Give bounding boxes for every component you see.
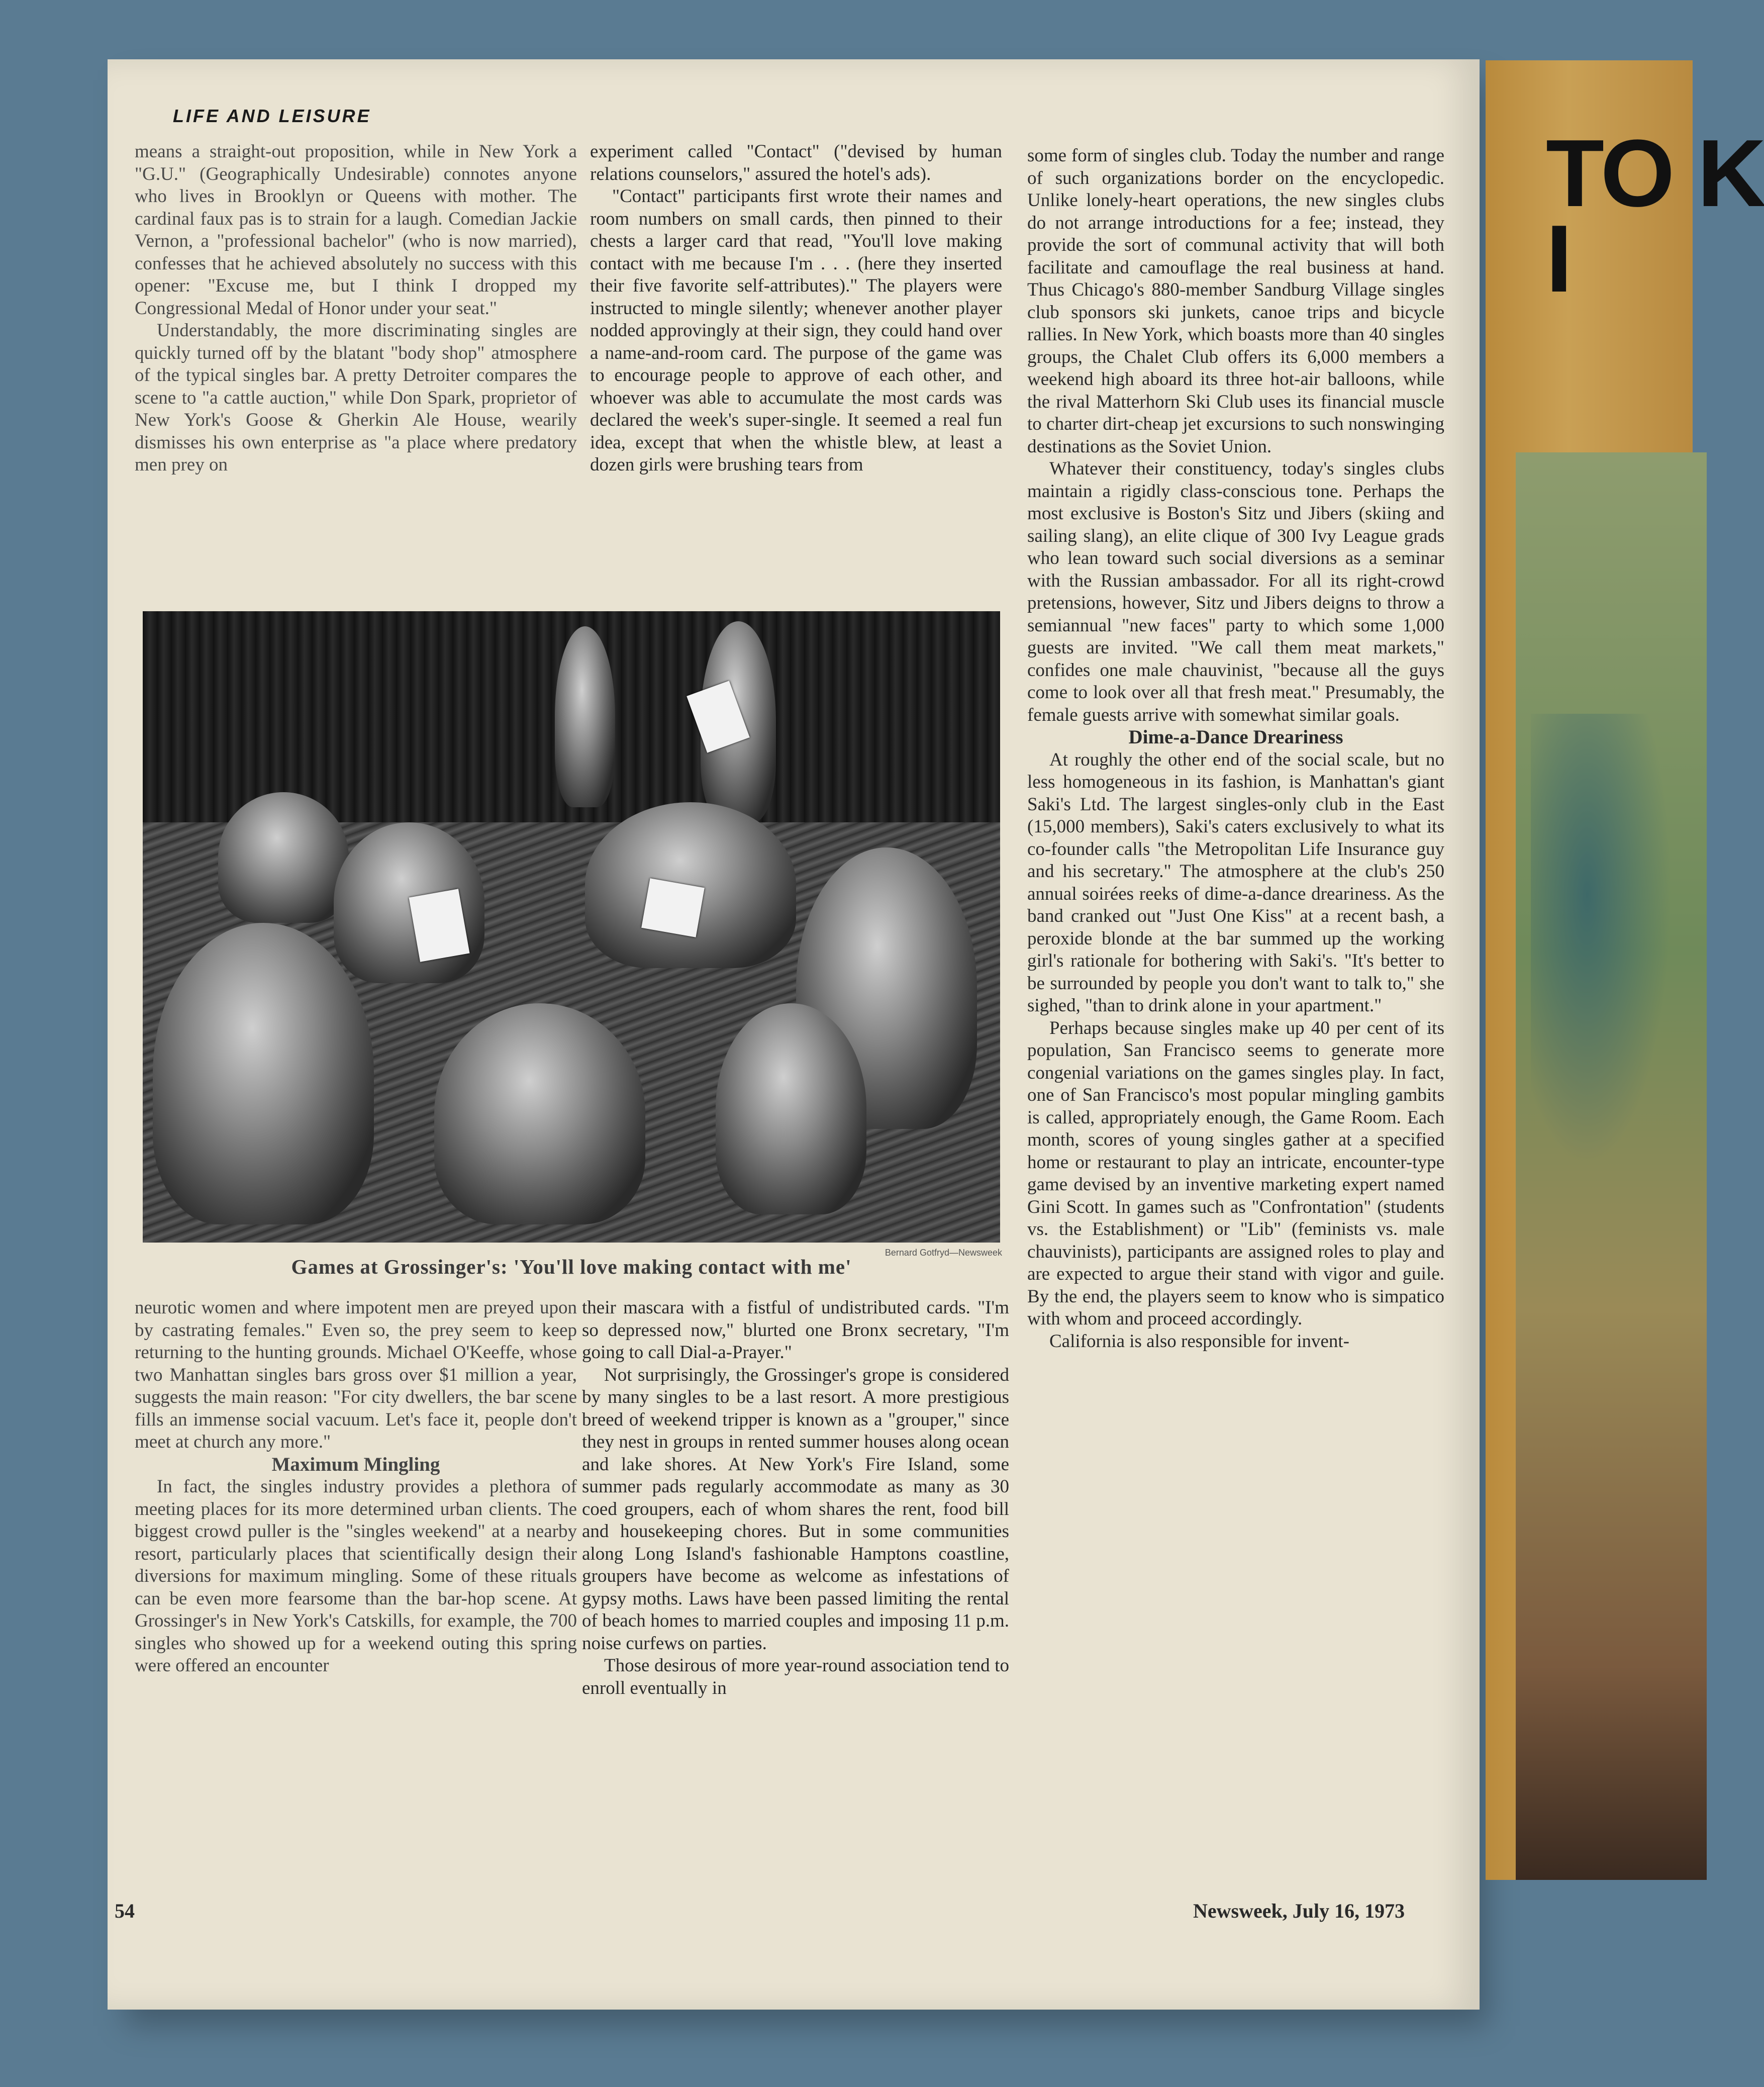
paragraph: some form of singles club. Today the number and range of such organizations border on the encyclopedic. Unlike lonely-heart operations, the new singles clubs do not arrange introductions for a fee; instead, they provide the sort of communal activity that will both facilitate and camouflage the real business at hand. Thus Chicago's 880-member Sandburg Village singles club sponsors ski junkets, canoe trips and bicycle rallies. In New York, which boasts more than 40 singles groups, the Chalet Club offers its 6,000 members a weekend high aboard its three hot-air balloons, while the rival Matterhorn Ski Club uses its financial muscle to charter dirt-cheap jet excursions to such nonswinging destinations as the Soviet Union. [1027,145,1444,457]
adjacent-photo-detail [1531,714,1672,1166]
paragraph: At roughly the other end of the social scale, but no less homogeneous in its fashion, is Manhattan's giant Saki's Ltd. The largest singles-only club in the East (15,000 members), Saki's caters exclusively to what its co-founder calls "the Metropolitan Life Insurance guy and his secretary." The atmosphere at the club's 250 annual soirées reeks of dime-a-dance dreariness. As the band cranked out "Just One Kiss" at a recent bash, a peroxide blonde at the bar summed up the working girl's rationale for bothering with Saki's. "It's better to be surrounded by people you don't want to talk to," she sighed, "than to drink alone in your apartment." [1027,749,1444,1016]
paragraph: Perhaps because singles make up 40 per cent of its population, San Francisco seems to generate more congenial variations on the games singles play. In fact, one of San Francisco's most popular mingling gambits is called, appropriately enough, the Game Room. Each month, scores of young singles gather at a specified home or restaurant to play an intricate, encounter-type game devised by an inventive marketing expert named Gini Scott. In games such as "Confrontation" (students vs. the Establishment) or "Lib" (feminists vs. male chauvinists), participants are assigned roles to play and are expected to argue their stand with vigor and guile. By the end, the players seem to know who is simpatico with whom and proceed accordingly. [1027,1017,1444,1329]
paragraph: Not surprisingly, the Grossinger's grope is considered by many singles to be a last resort. A more prestigious breed of weekend tripper is known as a "grouper," since they nest in groups in rented summer houses along ocean and lake shores. At New York's Fire Island, some summer pads regularly accommodate as many as 30 coed groupers, each of whom shares the rent, food bill and housekeeping chores. But in some communities along Long Island's fashionable Hamptons coastline, groupers have become as welcome as infestations of gypsy moths. Laws have been passed limiting the rental of beach homes to married couples and imposing 11 p.m. noise curfews on parties. [582,1364,1009,1654]
paragraph: "Contact" participants first wrote their names and room numbers on small cards, then pinned to their chests a larger card that read, "You'll love making contact with me because I'm . . . (here they inserted their five favorite self-attributes)." The players were instructed to mingle silently; whenever another player nodded approvingly at their sign, they could hand over a name-and-room card. The purpose of the game was to encourage people to approve of each other, and whoever was able to accumulate the most cards was declared the week's super-single. It seemed a real fun idea, except that when the whistle blew, at least a dozen girls were brushing tears from [590,186,1002,475]
photo-figure [334,822,484,983]
adjacent-headline: TO K I [1546,120,1764,312]
subheading-dime-a-dance: Dime-a-Dance Dreariness [1128,726,1343,748]
photo-figure [153,923,374,1224]
column-5 [582,1297,1009,1699]
subheading-maximum-mingling: Maximum Mingling [271,1453,440,1475]
paragraph: Those desirous of more year-round association tend to enroll eventually in [582,1655,1009,1698]
paragraph: California is also responsible for invent- [1049,1331,1350,1352]
paragraph: Whatever their constituency, today's singles clubs maintain a rigidly class-conscious tone. Perhaps the most exclusive is Boston's Sitz und Jibers (skiing and sailing slang), an elite clique of 300 Ivy League grads who lean toward such social diversions as a seminar with the Russian ambassador. For all its right-crowd pretensions, however, Sitz und Jibers deigns to throw a semiannual "new faces" party to which some 1,000 guests are invited. "We call them meat markets," confides one male chauvinist, "because all the guys come to look over all that fresh meat." Presumably, the female guests arrive with somewhat similar goals. [1027,458,1444,725]
paragraph: means a straight-out proposition, while in New York a "G.U." (Geographically Undesirable) connotes anyone who lives in Brooklyn or Queens with mother. The cardinal faux pas is to strain for a laugh. Comedian Jackie Vernon, a "professional bachelor" (who is now married), confesses that he achieved absolutely no success with this opener: "Excuse me, but I think I dropped my Congressional Medal of Honor under your seat." [135,141,577,319]
photo-credit: Bernard Gotfryd—Newsweek [885,1248,1002,1258]
column-4 [135,1297,577,1677]
article-photo [143,611,1000,1243]
column-3 [1027,145,1444,1353]
photo-card [641,878,705,937]
photo-figure [218,792,349,923]
column-2 [590,141,1002,477]
photo-figure [434,1003,645,1224]
paragraph: In fact, the singles industry provides a plethora of meeting places for its more determined urban clients. The biggest crowd puller is the "singles weekend" at a nearby resort, particularly places that scientifically design their diversions for maximum mingling. Some of these rituals can be even more fearsome than the bar-hop scene. At Grossinger's in New York's Catskills, for example, the 700 singles who showed up for a weekend outing this spring were offered an encounter [135,1476,577,1676]
section-heading: LIFE AND LEISURE [173,106,371,126]
issue-date: Newsweek, July 16, 1973 [1193,1900,1405,1922]
photo-figure [555,626,615,807]
page-number: 54 [115,1900,135,1922]
magazine-page [108,59,1480,2010]
column-1 [135,141,577,477]
paragraph: their mascara with a fistful of undistributed cards. "I'm so depressed now," blurted one Bronx secretary, "I'm going to call Dial-a-Prayer." [582,1297,1009,1363]
adjacent-page [1486,60,1764,1880]
paragraph: experiment called "Contact" ("devised by human relations counselors," assured the hotel's ads). [590,141,1002,184]
adjacent-photo [1516,452,1707,1880]
paragraph: neurotic women and where impotent men are preyed upon by castrating females." Even so, the prey seem to keep returning to the hunting grounds. Michael O'Keeffe, whose two Manhattan singles bars gross over $1 million a year, suggests the main reason: "For city dwellers, the bar scene fills an immense social vacuum. Let's face it, people don't meet at church any more." [135,1297,577,1452]
photo-figure [716,1003,866,1214]
paragraph: Understandably, the more discriminating singles are quickly turned off by the blatant "body shop" atmosphere of the typical singles bar. A pretty Detroiter compares the scene to "a cattle auction," while Don Spark, proprietor of New York's Goose & Gherkin Ale House, wearily dismisses his own enterprise as "a place where predatory men prey on [135,320,577,475]
photo-caption: Games at Grossinger's: 'You'll love making contact with me' [291,1255,852,1278]
